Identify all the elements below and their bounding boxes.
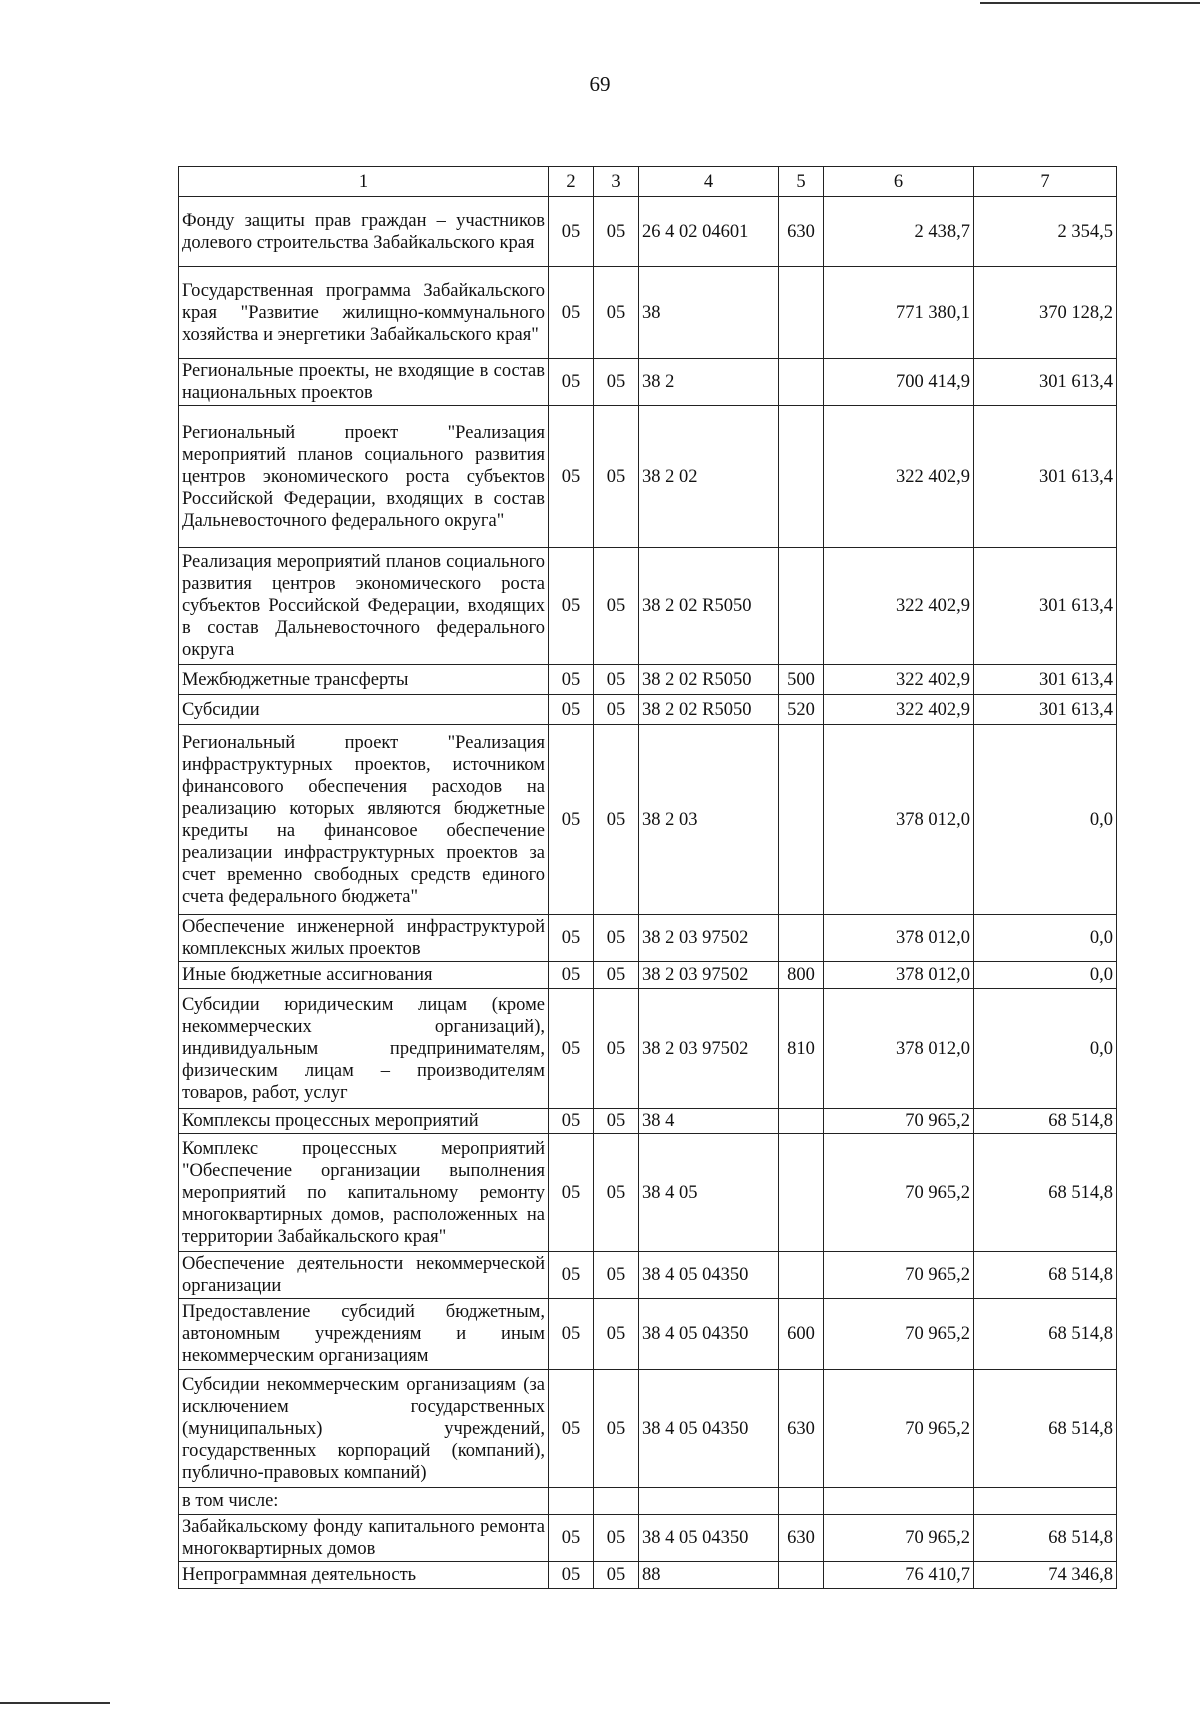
row-expense-type: 500 xyxy=(779,665,824,695)
row-expense-type xyxy=(779,1252,824,1299)
row-target-code: 38 4 05 04350 xyxy=(639,1299,779,1370)
table-row xyxy=(179,548,1117,665)
row-subsection: 05 xyxy=(594,1134,639,1252)
table-row xyxy=(179,267,1117,359)
row-subsection: 05 xyxy=(594,1109,639,1134)
row-amount-6: 70 965,2 xyxy=(824,1252,974,1299)
row-expense-type xyxy=(779,548,824,665)
header-cell-4: 4 xyxy=(639,167,779,197)
header-cell-1: 1 xyxy=(179,167,549,197)
row-name: Субсидии юридическим лицам (кроме некоммерческих организаций), индивидуальным предпринимателям, физическим лицам – производителям товаров, работ, услуг xyxy=(179,989,549,1109)
row-name: Обеспечение инженерной инфраструктурой комплексных жилых проектов xyxy=(179,915,549,962)
row-target-code: 26 4 02 04601 xyxy=(639,197,779,267)
row-subsection: 05 xyxy=(594,1299,639,1370)
row-amount-7: 68 514,8 xyxy=(974,1109,1117,1134)
row-section: 05 xyxy=(549,197,594,267)
row-name: Региональные проекты, не входящие в состав национальных проектов xyxy=(179,359,549,406)
row-amount-6: 378 012,0 xyxy=(824,962,974,989)
row-section: 05 xyxy=(549,359,594,406)
table-row xyxy=(179,1562,1117,1589)
table-row xyxy=(179,915,1117,962)
row-section: 05 xyxy=(549,1515,594,1562)
table-row xyxy=(179,989,1117,1109)
row-name: Субсидии некоммерческим организациям (за исключением государственных (муниципальных) учреждений, государственных корпораций (компаний), публично-правовых компаний) xyxy=(179,1370,549,1488)
row-expense-type: 600 xyxy=(779,1299,824,1370)
row-name: Забайкальскому фонду капитального ремонта многоквартирных домов xyxy=(179,1515,549,1562)
row-expense-type xyxy=(779,725,824,915)
row-name: Государственная программа Забайкальского края "Развитие жилищно-коммунального хозяйства и энергетики Забайкальского края" xyxy=(179,267,549,359)
row-amount-7: 0,0 xyxy=(974,725,1117,915)
row-expense-type: 630 xyxy=(779,1515,824,1562)
row-target-code: 38 2 03 xyxy=(639,725,779,915)
row-section: 05 xyxy=(549,1109,594,1134)
row-name: Фонду защиты прав граждан – участников долевого строительства Забайкальского края xyxy=(179,197,549,267)
row-amount-6: 322 402,9 xyxy=(824,665,974,695)
header-cell-7: 7 xyxy=(974,167,1117,197)
table-row xyxy=(179,1299,1117,1370)
row-amount-6: 322 402,9 xyxy=(824,406,974,548)
row-subsection: 05 xyxy=(594,1252,639,1299)
row-section: 05 xyxy=(549,989,594,1109)
header-row xyxy=(179,167,1117,197)
row-section: 05 xyxy=(549,1370,594,1488)
budget-table-container xyxy=(178,166,1116,1589)
row-name: Региональный проект "Реализация мероприятий планов социального развития центров экономического роста субъектов Российской Федерации, входящих в состав Дальневосточного федерального округа" xyxy=(179,406,549,548)
row-amount-6: 70 965,2 xyxy=(824,1299,974,1370)
row-name: Обеспечение деятельности некоммерческой организации xyxy=(179,1252,549,1299)
row-name: Предоставление субсидий бюджетным, автономным учреждениям и иным некоммерческим организациям xyxy=(179,1299,549,1370)
table-row xyxy=(179,1134,1117,1252)
row-amount-7: 68 514,8 xyxy=(974,1252,1117,1299)
row-subsection: 05 xyxy=(594,1515,639,1562)
row-amount-6: 378 012,0 xyxy=(824,725,974,915)
table-row xyxy=(179,406,1117,548)
row-expense-type xyxy=(779,267,824,359)
table-row xyxy=(179,1515,1117,1562)
row-amount-7: 68 514,8 xyxy=(974,1134,1117,1252)
row-amount-6: 322 402,9 xyxy=(824,695,974,725)
row-section: 05 xyxy=(549,1134,594,1252)
row-amount-7: 0,0 xyxy=(974,989,1117,1109)
row-subsection: 05 xyxy=(594,267,639,359)
row-section: 05 xyxy=(549,962,594,989)
row-amount-7: 2 354,5 xyxy=(974,197,1117,267)
row-subsection: 05 xyxy=(594,989,639,1109)
row-amount-6: 76 410,7 xyxy=(824,1562,974,1589)
row-amount-6: 771 380,1 xyxy=(824,267,974,359)
row-target-code: 38 2 02 R5050 xyxy=(639,695,779,725)
row-expense-type xyxy=(779,915,824,962)
row-name: Иные бюджетные ассигнования xyxy=(179,962,549,989)
scan-edge-line-top xyxy=(980,2,1200,4)
row-amount-7: 68 514,8 xyxy=(974,1515,1117,1562)
row-amount-6: 700 414,9 xyxy=(824,359,974,406)
row-expense-type xyxy=(779,406,824,548)
row-amount-6: 70 965,2 xyxy=(824,1370,974,1488)
row-expense-type: 810 xyxy=(779,989,824,1109)
row-amount-6 xyxy=(824,1488,974,1515)
row-amount-7 xyxy=(974,1488,1117,1515)
row-amount-7: 74 346,8 xyxy=(974,1562,1117,1589)
row-target-code xyxy=(639,1488,779,1515)
header-cell-2: 2 xyxy=(549,167,594,197)
row-target-code: 38 xyxy=(639,267,779,359)
row-name: Реализация мероприятий планов социального развития центров экономического роста субъектов Российской Федерации, входящих в состав Дальневосточного федерального округа xyxy=(179,548,549,665)
row-name: Субсидии xyxy=(179,695,549,725)
row-section: 05 xyxy=(549,406,594,548)
row-expense-type xyxy=(779,1562,824,1589)
row-subsection: 05 xyxy=(594,359,639,406)
row-target-code: 38 2 03 97502 xyxy=(639,962,779,989)
row-target-code: 38 4 05 xyxy=(639,1134,779,1252)
row-expense-type: 630 xyxy=(779,1370,824,1488)
row-amount-6: 70 965,2 xyxy=(824,1109,974,1134)
scan-edge-line-bottom xyxy=(0,1702,110,1704)
row-target-code: 38 2 02 xyxy=(639,406,779,548)
row-amount-7: 68 514,8 xyxy=(974,1370,1117,1488)
row-amount-6: 2 438,7 xyxy=(824,197,974,267)
row-amount-7: 301 613,4 xyxy=(974,406,1117,548)
row-subsection: 05 xyxy=(594,1562,639,1589)
row-expense-type xyxy=(779,1109,824,1134)
row-amount-6: 322 402,9 xyxy=(824,548,974,665)
page-number: 69 xyxy=(589,72,611,96)
row-amount-7: 68 514,8 xyxy=(974,1299,1117,1370)
row-expense-type: 520 xyxy=(779,695,824,725)
table-row xyxy=(179,359,1117,406)
row-expense-type xyxy=(779,359,824,406)
row-amount-7: 301 613,4 xyxy=(974,665,1117,695)
header-cell-3: 3 xyxy=(594,167,639,197)
row-name: Межбюджетные трансферты xyxy=(179,665,549,695)
table-row xyxy=(179,962,1117,989)
table-row xyxy=(179,695,1117,725)
row-target-code: 38 2 02 R5050 xyxy=(639,548,779,665)
row-section: 05 xyxy=(549,267,594,359)
row-expense-type: 800 xyxy=(779,962,824,989)
row-subsection: 05 xyxy=(594,1370,639,1488)
row-subsection: 05 xyxy=(594,406,639,548)
row-amount-7: 370 128,2 xyxy=(974,267,1117,359)
header-cell-6: 6 xyxy=(824,167,974,197)
row-target-code: 38 2 xyxy=(639,359,779,406)
row-amount-7: 301 613,4 xyxy=(974,548,1117,665)
row-amount-6: 70 965,2 xyxy=(824,1515,974,1562)
table-row xyxy=(179,665,1117,695)
row-name: Комплекс процессных мероприятий "Обеспечение организации выполнения мероприятий по капитальному ремонту многоквартирных домов, расположенных на территории Забайкальского края" xyxy=(179,1134,549,1252)
header-cell-5: 5 xyxy=(779,167,824,197)
row-target-code: 38 2 03 97502 xyxy=(639,915,779,962)
row-subsection: 05 xyxy=(594,695,639,725)
row-section xyxy=(549,1488,594,1515)
row-expense-type: 630 xyxy=(779,197,824,267)
row-subsection xyxy=(594,1488,639,1515)
row-section: 05 xyxy=(549,1299,594,1370)
row-expense-type xyxy=(779,1134,824,1252)
row-name: Региональный проект "Реализация инфраструктурных проектов, источником финансового обеспечения расходов на реализацию которых являются бюджетные кредиты на финансовое обеспечение реализации инфраструктурных проектов за счет временно свободных средств единого счета федерального бюджета" xyxy=(179,725,549,915)
row-section: 05 xyxy=(549,1252,594,1299)
table-row xyxy=(179,1109,1117,1134)
row-amount-7: 0,0 xyxy=(974,962,1117,989)
row-subsection: 05 xyxy=(594,665,639,695)
row-target-code: 38 4 05 04350 xyxy=(639,1370,779,1488)
row-subsection: 05 xyxy=(594,915,639,962)
row-subsection: 05 xyxy=(594,962,639,989)
row-section: 05 xyxy=(549,725,594,915)
row-section: 05 xyxy=(549,915,594,962)
row-amount-6: 378 012,0 xyxy=(824,989,974,1109)
row-name: в том числе: xyxy=(179,1488,549,1515)
row-amount-7: 301 613,4 xyxy=(974,359,1117,406)
row-amount-6: 378 012,0 xyxy=(824,915,974,962)
table-row xyxy=(179,197,1117,267)
table-row xyxy=(179,1252,1117,1299)
row-target-code: 88 xyxy=(639,1562,779,1589)
row-section: 05 xyxy=(549,695,594,725)
row-name: Непрограммная деятельность xyxy=(179,1562,549,1589)
table-row xyxy=(179,1370,1117,1488)
row-section: 05 xyxy=(549,548,594,665)
table-body xyxy=(179,197,1117,1589)
row-subsection: 05 xyxy=(594,197,639,267)
row-name: Комплексы процессных мероприятий xyxy=(179,1109,549,1134)
row-section: 05 xyxy=(549,665,594,695)
table-row xyxy=(179,1488,1117,1515)
row-subsection: 05 xyxy=(594,548,639,665)
table-row xyxy=(179,725,1117,915)
budget-table xyxy=(178,166,1117,1589)
row-expense-type xyxy=(779,1488,824,1515)
row-target-code: 38 4 05 04350 xyxy=(639,1515,779,1562)
row-amount-7: 0,0 xyxy=(974,915,1117,962)
row-target-code: 38 4 xyxy=(639,1109,779,1134)
row-target-code: 38 4 05 04350 xyxy=(639,1252,779,1299)
row-target-code: 38 2 03 97502 xyxy=(639,989,779,1109)
row-subsection: 05 xyxy=(594,725,639,915)
row-amount-7: 301 613,4 xyxy=(974,695,1117,725)
row-amount-6: 70 965,2 xyxy=(824,1134,974,1252)
row-section: 05 xyxy=(549,1562,594,1589)
row-target-code: 38 2 02 R5050 xyxy=(639,665,779,695)
